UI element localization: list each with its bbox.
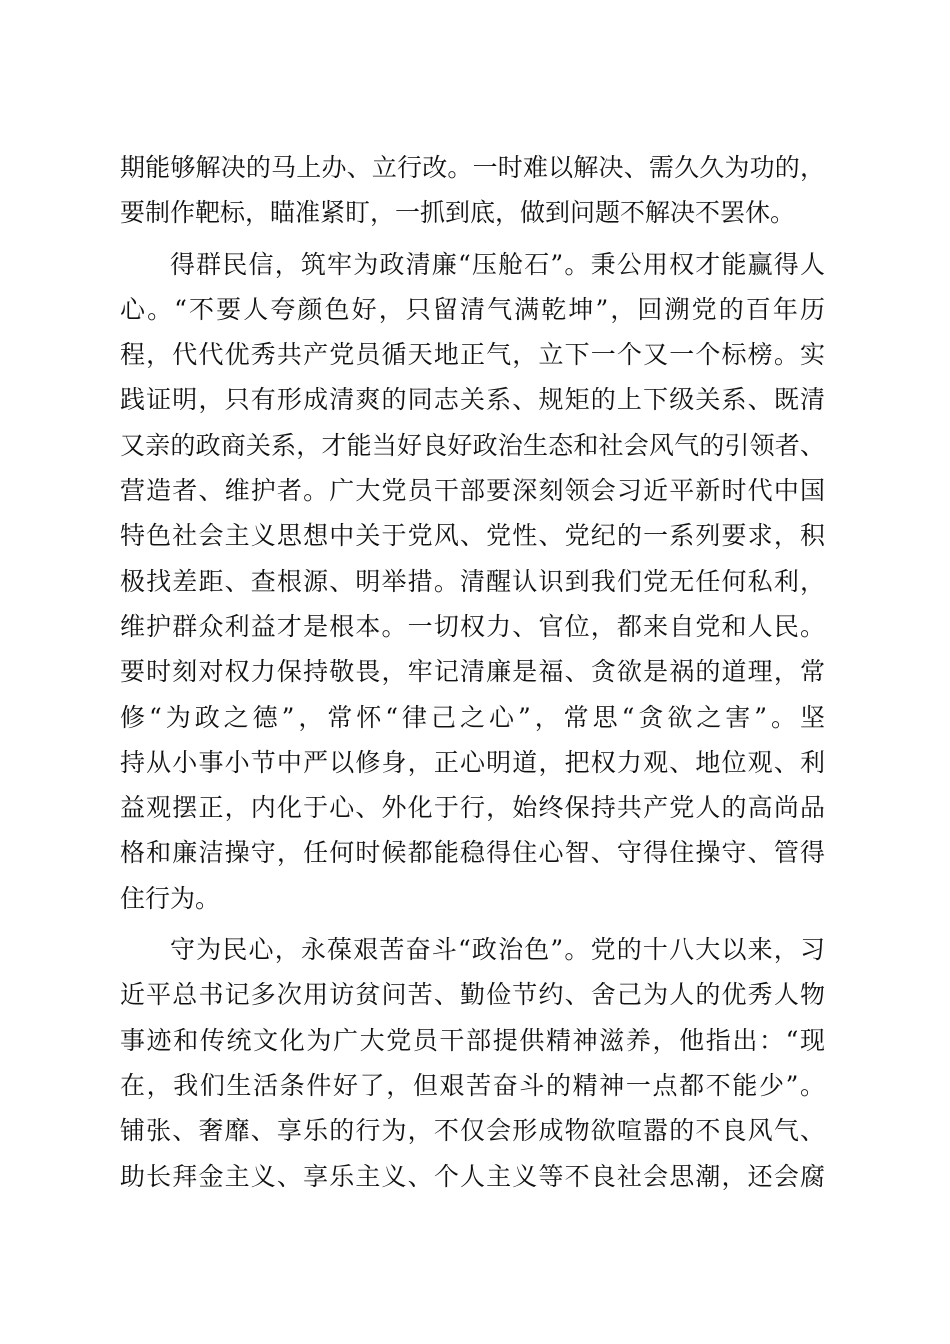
text-line: 极找差距、查根源、明举措。清醒认识到我们党无任何私利， (120, 566, 825, 596)
document-page (120, 145, 825, 1199)
text-line: 心。“不要人夸颜色好，只留清气满乾坤”，回溯党的百年历 (120, 294, 825, 324)
text-line: 铺张、奢靡、享乐的行为，不仅会形成物欲喧嚣的不良风气、 (120, 1116, 825, 1146)
text-line: 得群民信，筑牢为政清廉“压舱石”。秉公用权才能赢得人 (170, 249, 825, 279)
paragraph-2 (120, 242, 825, 921)
text-line: 守为民心，永葆艰苦奋斗“政治色”。党的十八大以来，习 (170, 935, 825, 965)
text-line: 近平总书记多次用访贫问苦、勤俭节约、舍己为人的优秀人物 (120, 980, 825, 1010)
text-line: 营造者、维护者。广大党员干部要深刻领会习近平新时代中国 (120, 476, 825, 506)
text-line: 要时刻对权力保持敬畏，牢记清廉是福、贪欲是祸的道理，常 (120, 657, 825, 687)
text-line: 特色社会主义思想中关于党风、党性、党纪的一系列要求，积 (120, 521, 825, 551)
text-line: 在，我们生活条件好了，但艰苦奋斗的精神一点都不能少”。 (120, 1070, 825, 1100)
text-line: 又亲的政商关系，才能当好良好政治生态和社会风气的引领者、 (120, 430, 825, 460)
text-line: 持从小事小节中严以修身，正心明道，把权力观、地位观、利 (120, 747, 825, 777)
text-line: 助长拜金主义、享乐主义、个人主义等不良社会思潮，还会腐 (120, 1161, 825, 1191)
paragraph-1 (120, 145, 825, 236)
text-line: 期能够解决的马上办、立行改。一时难以解决、需久久为功的， (120, 153, 825, 182)
text-line: 维护群众利益才是根本。一切权力、官位，都来自党和人民。 (120, 611, 825, 641)
text-line: 修“为政之德”，常怀“律己之心”，常思“贪欲之害”。坚 (120, 702, 825, 732)
text-line: 程，代代优秀共产党员循天地正气，立下一个又一个标榜。实 (120, 340, 825, 370)
paragraph-3 (120, 927, 825, 1199)
text-line: 益观摆正，内化于心、外化于行，始终保持共产党人的高尚品 (120, 793, 825, 823)
text-line: 要制作靶标，瞄准紧盯，一抓到底，做到问题不解决不罢休。 (120, 198, 796, 228)
text-line: 践证明，只有形成清爽的同志关系、规矩的上下级关系、既清 (120, 385, 825, 415)
text-line: 格和廉洁操守，任何时候都能稳得住心智、守得住操守、管得 (120, 838, 825, 868)
text-line: 事迹和传统文化为广大党员干部提供精神滋养，他指出：“现 (120, 1025, 825, 1055)
text-line: 住行为。 (120, 883, 221, 913)
